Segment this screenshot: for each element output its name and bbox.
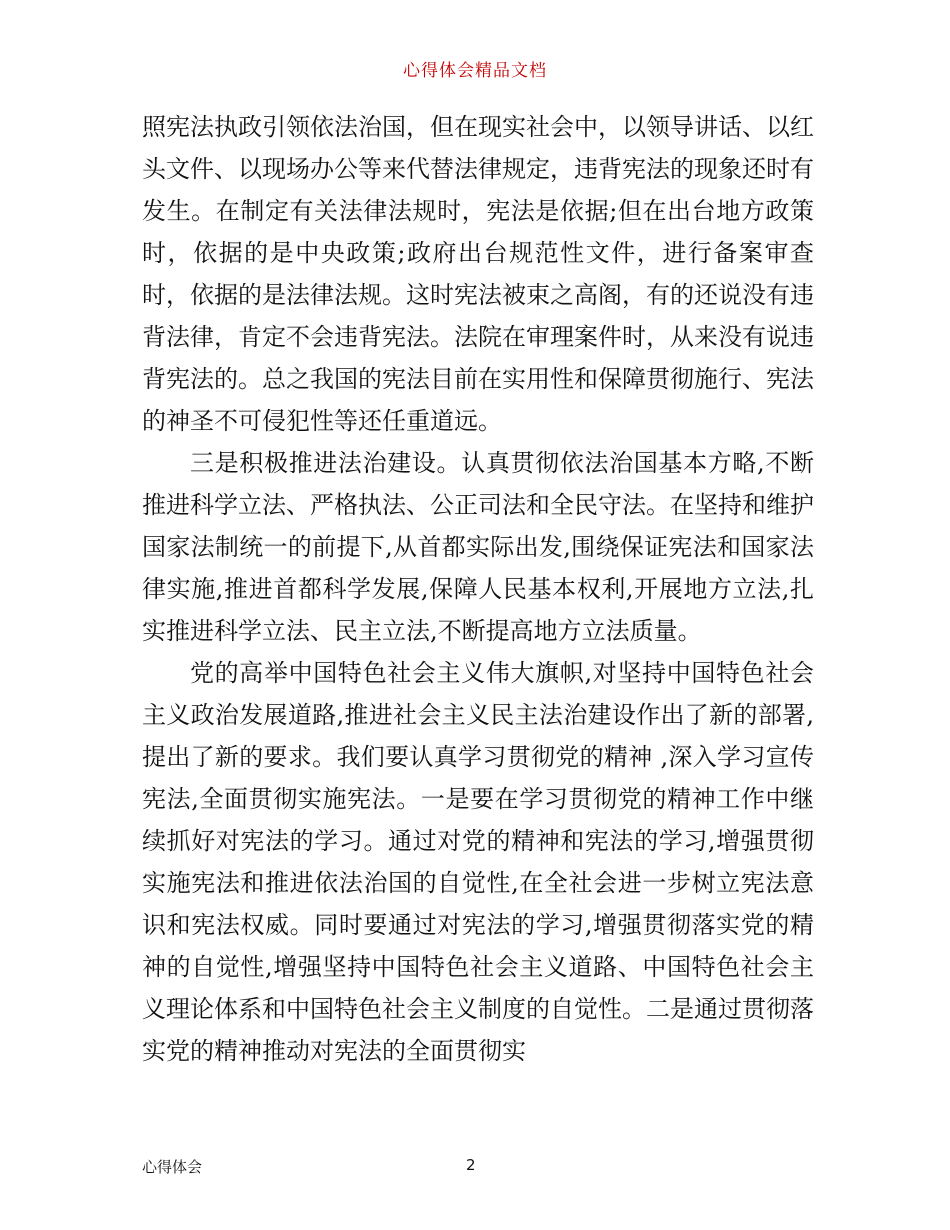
footer-label: 心得体会 <box>142 1158 203 1176</box>
page-header-title: 心得体会精品文档 <box>403 61 547 81</box>
paragraph-continuation: 照宪法执政引领依法治国，但在现实社会中，以领导讲话、以红头文件、以现场办公等来代替法律规定，违背宪法的现象还时有发生。在制定有关法律法规时，宪法是依据;但在出台地方政策时，依据的是中央政策;政府出台规范性文件，进行备案审查时，依据的是法律法规。这时宪法被束之高阁，有的还说没有违背法律，肯定不会违背宪法。法院在审理案件时，从来没有说违背宪法的。总之我国的宪法目前在实用性和保障贯彻施行、宪法的神圣不可侵犯性等还任重道远。 <box>142 113 814 435</box>
paragraph-rule-of-law: 三是积极推进法治建设。认真贯彻依法治国基本方略,不断推进科学立法、严格执法、公正司法和全民守法。在坚持和维护国家法制统一的前提下,从首都实际出发,围绕保证宪法和国家法律实施,推进首都科学发展,保障人民基本权利,开展地方立法,扎实推进科学立法、民主立法,不断提高地方立法质量。 <box>142 449 814 645</box>
document-body <box>142 106 814 1072</box>
paragraph-party-spirit: 党的高举中国特色社会主义伟大旗帜,对坚持中国特色社会主义政治发展道路,推进社会主义民主法治建设作出了新的部署,提出了新的要求。我们要认真学习贯彻党的精神 ,深入学习宣传宪法,全面贯彻实施宪法。一是要在学习贯彻党的精神工作中继续抓好对宪法的学习。通过对党的精神和宪法的学习,增强贯彻实施宪法和推进依法治国的自觉性,在全社会进一步树立宪法意识和宪法权威。同时要通过对宪法的学习,增强贯彻落实党的精神的自觉性,增强坚持中国特色社会主义道路、中国特色社会主义理论体系和中国特色社会主义制度的自觉性。二是通过贯彻落实党的精神推动对宪法的全面贯彻实 <box>142 659 814 1065</box>
page-number: 2 <box>466 1156 476 1174</box>
